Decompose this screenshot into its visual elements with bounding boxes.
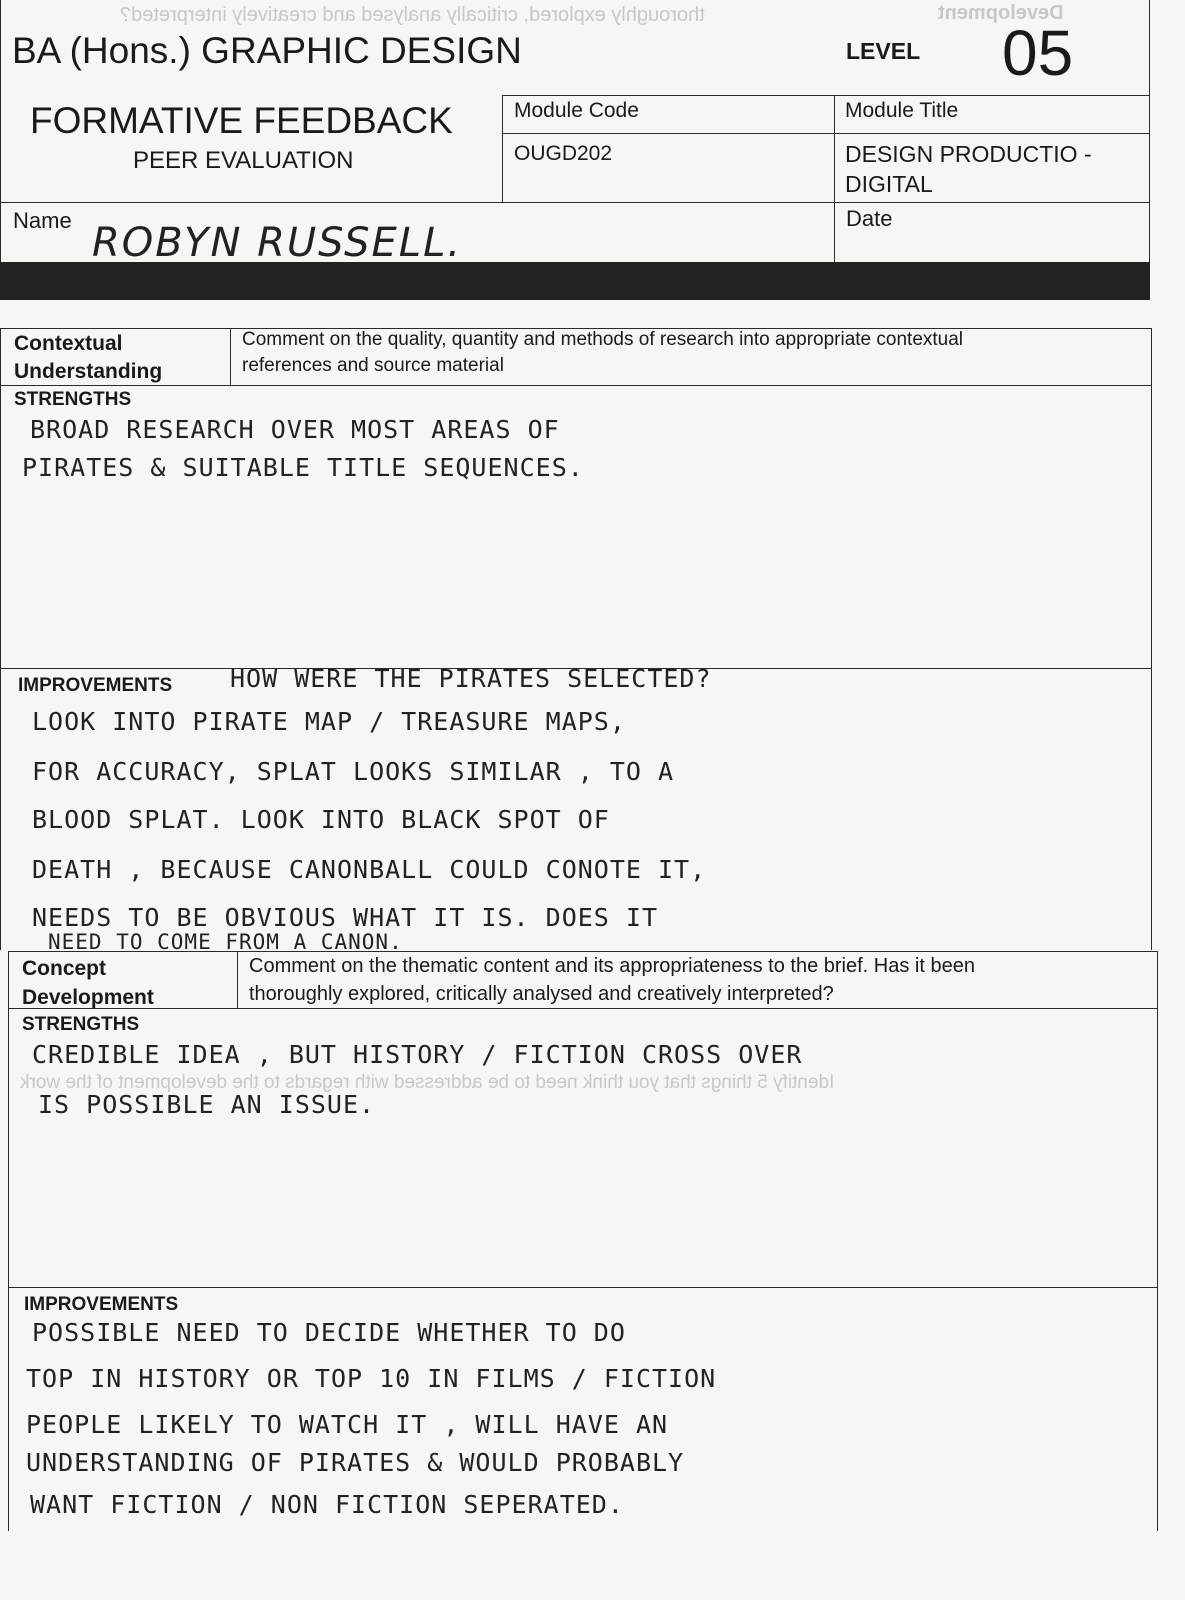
date-label: Date	[846, 206, 893, 231]
handwritten-line: WANT FICTION / NON FICTION SEPERATED.	[30, 1490, 624, 1519]
show-through-line: thoroughly explored, critically analysed and creatively interpreted?	[120, 4, 705, 26]
program-title: BA (Hons.) GRAPHIC DESIGN	[12, 30, 522, 71]
handwritten-line: DEATH , BECAUSE CANONBALL COULD CONOTE IT,	[32, 855, 707, 884]
handwritten-line: LOOK INTO PIRATE MAP / TREASURE MAPS,	[32, 707, 626, 736]
concept-section	[8, 951, 1158, 1531]
contextual-prompt: references and source material	[242, 355, 504, 376]
form-subtitle: PEER EVALUATION	[133, 147, 354, 174]
header-divider	[0, 202, 1150, 203]
handwritten-line: BLOOD SPLAT. LOOK INTO BLACK SPOT OF	[32, 805, 610, 834]
strengths-label: STRENGTHS	[22, 1014, 140, 1035]
header-divider	[502, 95, 503, 203]
level-value: 05	[1002, 17, 1074, 89]
strengths-label: STRENGTHS	[14, 389, 132, 410]
handwritten-line: FOR ACCURACY, SPLAT LOOKS SIMILAR , TO A	[32, 757, 675, 786]
show-through-line: Development	[938, 2, 1064, 24]
handwritten-line: NEED TO COME FROM A CANON.	[48, 930, 403, 954]
header-divider	[834, 95, 835, 263]
header-divider	[502, 95, 1150, 96]
handwritten-line: PIRATES & SUITABLE TITLE SEQUENCES.	[22, 453, 584, 482]
contextual-heading: Contextual	[14, 332, 123, 355]
concept-prompt: thoroughly explored, critically analysed and creatively interpreted?	[249, 983, 834, 1005]
section-divider	[0, 385, 1152, 386]
improvements-label: IMPROVEMENTS	[18, 675, 173, 696]
name-value: ROBYN RUSSELL.	[92, 220, 463, 266]
improvements-label: IMPROVEMENTS	[24, 1294, 179, 1315]
module-title-value: DIGITAL	[845, 171, 933, 197]
show-through-line: Identify 5 things that you think need to be addressed with regards to the development of the work	[20, 1072, 835, 1093]
handwritten-line: NEEDS TO BE OBVIOUS WHAT IT IS. DOES IT	[32, 903, 658, 932]
handwritten-line: CREDIBLE IDEA , BUT HISTORY / FICTION CROSS OVER	[32, 1040, 803, 1069]
section-divider	[237, 951, 238, 1008]
form-title: FORMATIVE FEEDBACK	[30, 100, 453, 141]
handwritten-line: TOP IN HISTORY OR TOP 10 IN FILMS / FICTION	[26, 1364, 717, 1393]
module-code-value: OUGD202	[514, 142, 613, 165]
handwritten-line: IS POSSIBLE AN ISSUE.	[38, 1090, 376, 1119]
module-code-label: Module Code	[514, 99, 639, 122]
module-title-label: Module Title	[845, 99, 959, 122]
handwritten-line: PEOPLE LIKELY TO WATCH IT , WILL HAVE AN	[26, 1410, 669, 1439]
handwritten-line: POSSIBLE NEED TO DECIDE WHETHER TO DO	[32, 1318, 626, 1347]
contextual-heading: Understanding	[14, 360, 163, 383]
level-label: LEVEL	[846, 38, 921, 64]
section-divider	[8, 1287, 1158, 1288]
header-divider	[502, 133, 1150, 134]
concept-heading: Development	[22, 986, 154, 1009]
contextual-prompt: Comment on the quality, quantity and methods of research into appropriate contextual	[242, 329, 964, 350]
name-label: Name	[13, 208, 72, 233]
handwritten-line: HOW WERE THE PIRATES SELECTED?	[230, 664, 712, 693]
section-divider	[8, 1008, 1158, 1009]
module-title-value: DESIGN PRODUCTIO -	[845, 141, 1092, 167]
section-divider	[230, 328, 231, 386]
handwritten-line: UNDERSTANDING OF PIRATES & WOULD PROBABLY	[26, 1448, 685, 1477]
concept-heading: Concept	[22, 957, 106, 980]
concept-prompt: Comment on the thematic content and its appropriateness to the brief. Has it been	[249, 955, 975, 977]
handwritten-line: BROAD RESEARCH OVER MOST AREAS OF	[30, 415, 560, 444]
black-band	[0, 262, 1150, 300]
